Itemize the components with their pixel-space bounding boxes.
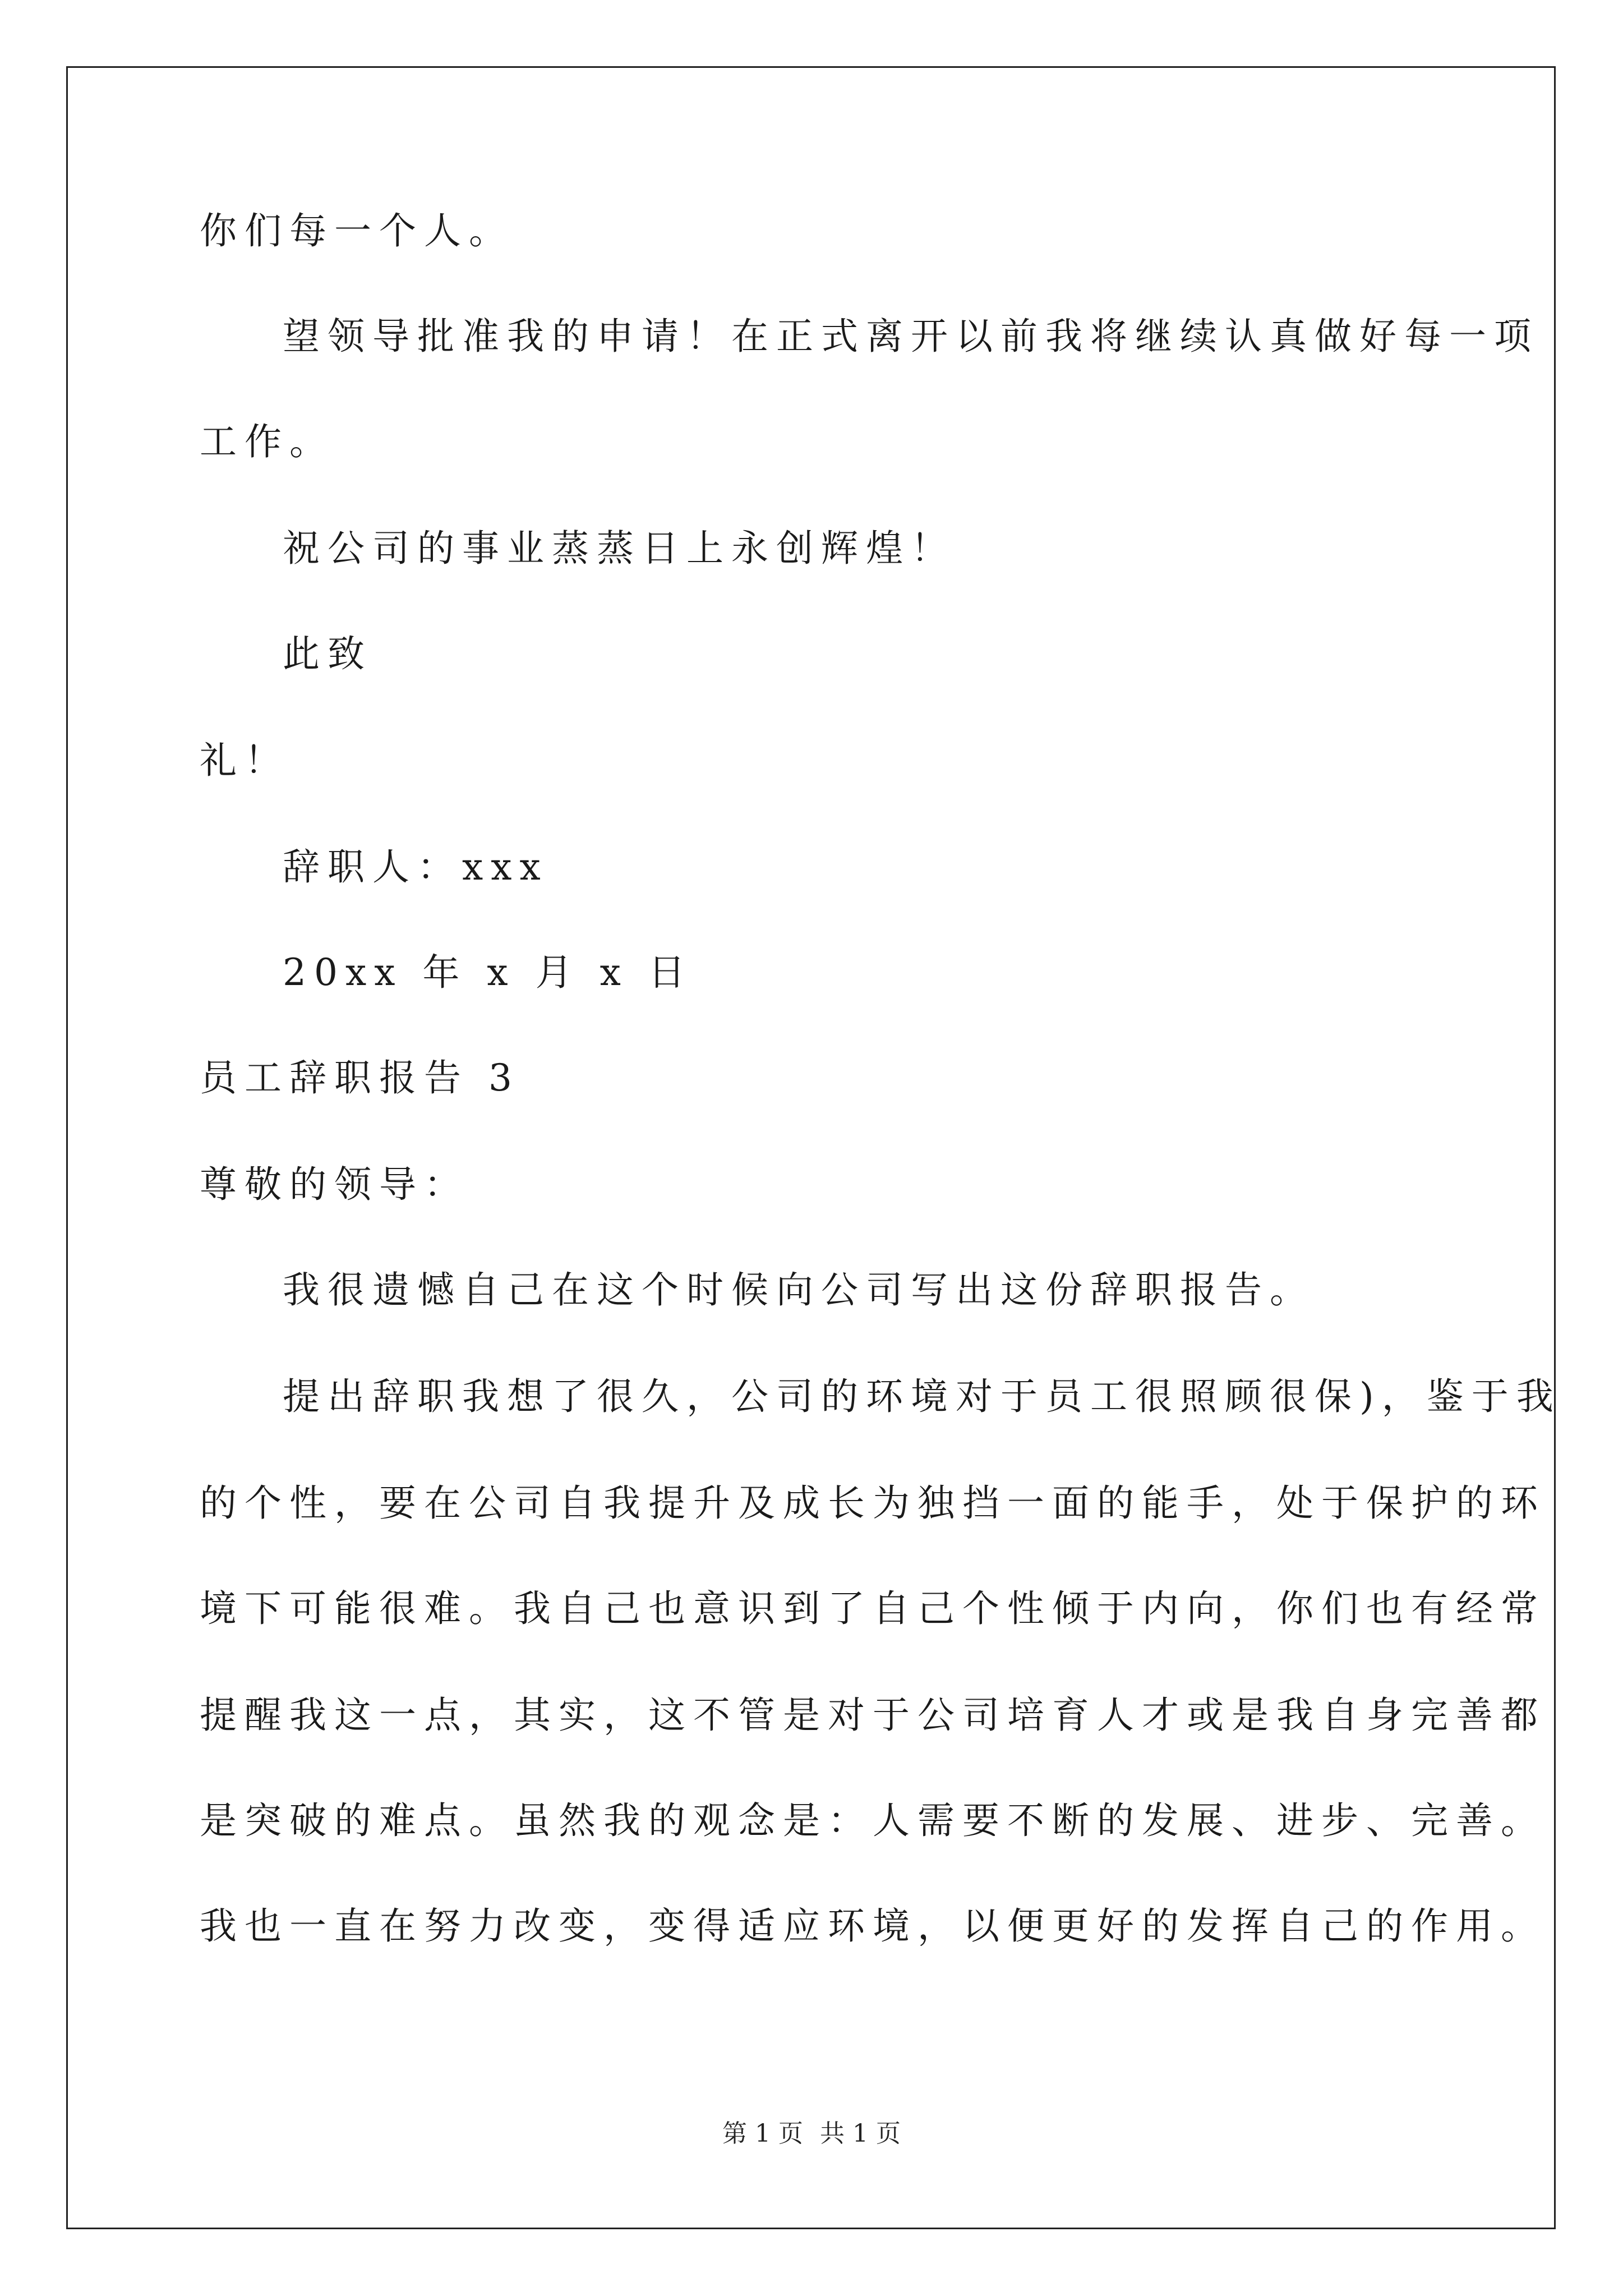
text-line-17: 我也一直在努力改变，变得适应环境，以便更好的发挥自己的作用。 bbox=[200, 1904, 1546, 1948]
text-line-15: 提醒我这一点，其实，这不管是对于公司培育人才或是我自身完善都 bbox=[200, 1694, 1546, 1737]
text-line-6: 礼！ bbox=[200, 739, 289, 782]
text-line-5: 此致 bbox=[283, 632, 372, 675]
text-line-12: 提出辞职我想了很久，公司的环境对于员工很照顾很保)，鉴于我 bbox=[283, 1375, 1561, 1418]
page-number: 第 1 页 bbox=[722, 2119, 803, 2148]
date-line: 20xx 年 x 月 x 日 bbox=[283, 951, 693, 994]
section-heading: 员工辞职报告 3 bbox=[200, 1056, 520, 1099]
text-line-16: 是突破的难点。虽然我的观念是：人需要不断的发展、进步、完善。 bbox=[200, 1799, 1546, 1842]
page-footer bbox=[0, 2117, 1623, 2151]
salutation: 尊敬的领导： bbox=[200, 1163, 469, 1206]
page-total: 共 1 页 bbox=[820, 2119, 901, 2148]
text-line-3: 工作。 bbox=[200, 420, 334, 463]
text-line-13: 的个性，要在公司自我提升及成长为独挡一面的能手，处于保护的环 bbox=[200, 1481, 1546, 1525]
signer-line: 辞职人：xxx bbox=[283, 845, 548, 889]
text-line-1: 你们每一个人。 bbox=[200, 209, 514, 252]
text-line-2: 望领导批准我的申请！在正式离开以前我将继续认真做好每一项 bbox=[283, 315, 1539, 358]
text-line-14: 境下可能很难。我自己也意识到了自己个性倾于内向，你们也有经常 bbox=[200, 1587, 1546, 1630]
text-line-11: 我很遗憾自己在这个时候向公司写出这份辞职报告。 bbox=[283, 1268, 1315, 1312]
text-line-4: 祝公司的事业蒸蒸日上永创辉煌！ bbox=[283, 527, 956, 570]
